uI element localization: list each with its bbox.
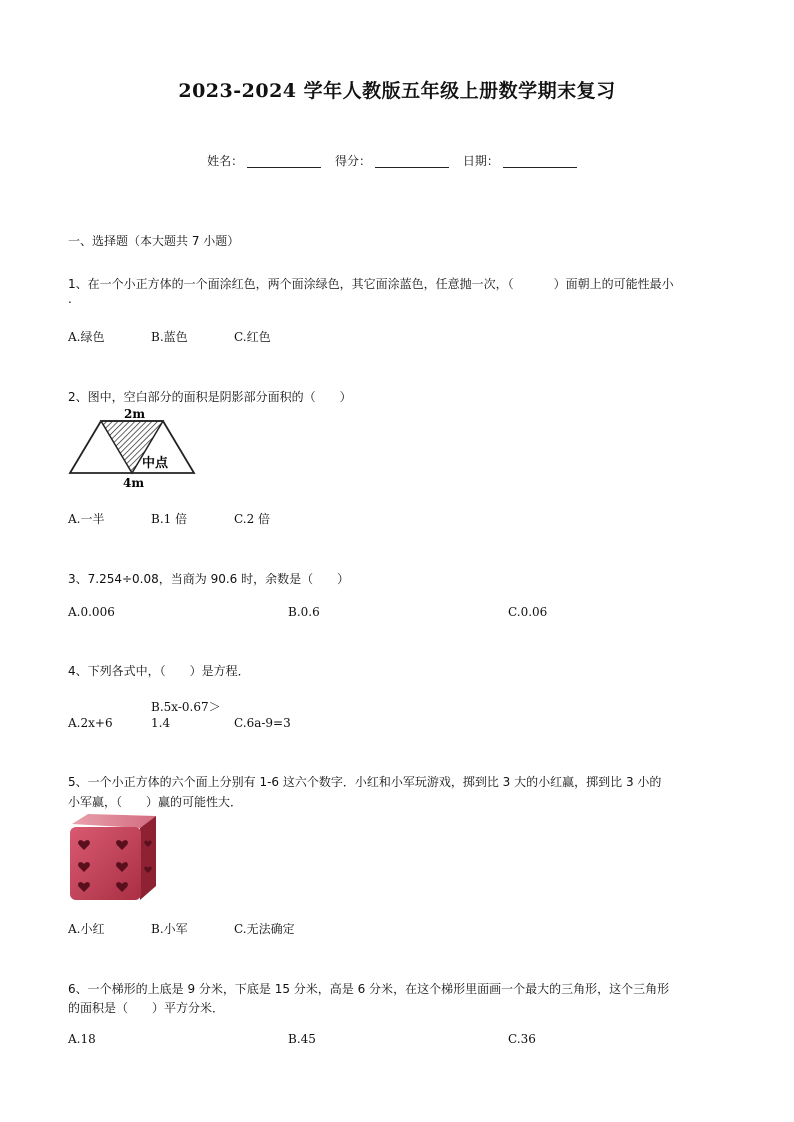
date-blank[interactable] (503, 154, 577, 168)
q4-option-b-line-2[interactable]: 1.4 (151, 716, 171, 730)
q3-option-b[interactable]: B.0.6 (288, 605, 320, 619)
question-1-line-2: . (68, 292, 72, 306)
score-blank[interactable] (375, 154, 449, 168)
section-heading: 一、选择题（本大题共 7 小题） (68, 234, 240, 248)
q6-option-c[interactable]: C.36 (508, 1032, 536, 1046)
question-4-text: 4、下列各式中，（ ）是方程． (68, 664, 250, 678)
question-6-line-2: 的面积是（ ）平方分米． (68, 1001, 225, 1015)
trapezoid-figure (66, 405, 198, 491)
q5-option-b[interactable]: B.小军 (151, 922, 188, 936)
name-label: 姓名： (207, 154, 244, 168)
question-1-text-a: 1、在一个小正方体的一个面涂红色，两个面涂绿色，其它面涂蓝色，任意抛一次，（ (68, 277, 514, 291)
question-5-line-1: 5、一个小正方体的六个面上分别有 1-6 这六个数字．小红和小军玩游戏，掷到比 3 大的小红赢，掷到比 3 小的 (68, 775, 662, 789)
name-blank[interactable] (247, 154, 321, 168)
date-label: 日期： (462, 154, 499, 168)
q2-option-a[interactable]: A.一半 (68, 512, 105, 526)
q3-option-a[interactable]: A.0.006 (68, 605, 115, 619)
q2-option-c[interactable]: C.2 倍 (234, 512, 271, 526)
score-label: 得分： (334, 154, 371, 168)
question-5-line-2: 小军赢，（ ）赢的可能性大． (68, 795, 243, 809)
question-6-line-1: 6、一个梯形的上底是 9 分米，下底是 15 分米，高是 6 分米，在这个梯形里面画一个最大的三角形，这个三角形 (68, 982, 670, 996)
student-info-row (0, 152, 794, 169)
q1-option-a[interactable]: A.绿色 (68, 330, 105, 344)
q1-option-c[interactable]: C.红色 (234, 330, 271, 344)
question-1-line-1 (68, 275, 674, 292)
midpoint-label: 中点 (142, 456, 169, 471)
die-side-face (140, 816, 156, 900)
question-2-text: 2、图中，空白部分的面积是阴影部分面积的（ ） (68, 390, 352, 404)
q4-option-a[interactable]: A.2x+6 (68, 716, 113, 730)
q4-option-b-line-1[interactable]: B.5x-0.67＞ (151, 700, 221, 714)
bottom-length-label: 4m (123, 476, 145, 490)
q6-option-b[interactable]: B.45 (288, 1032, 316, 1046)
question-1-text-b: ）面朝上的可能性最小 (553, 277, 674, 291)
top-length-label: 2m (124, 407, 146, 421)
q4-option-c[interactable]: C.6a-9=3 (234, 716, 291, 730)
q3-option-c[interactable]: C.0.06 (508, 605, 548, 619)
question-3-text: 3、7.254÷0.08，当商为 90.6 时，余数是（ ） (68, 572, 350, 586)
page-title: 2023-2024 学年人教版五年级上册数学期末复习 (178, 80, 616, 102)
q6-option-a[interactable]: A.18 (68, 1032, 96, 1046)
die-image (66, 812, 158, 902)
q1-option-b[interactable]: B.蓝色 (151, 330, 188, 344)
q2-option-b[interactable]: B.1 倍 (151, 512, 188, 526)
q5-option-a[interactable]: A.小红 (68, 922, 105, 936)
q5-option-c[interactable]: C.无法确定 (234, 922, 295, 936)
